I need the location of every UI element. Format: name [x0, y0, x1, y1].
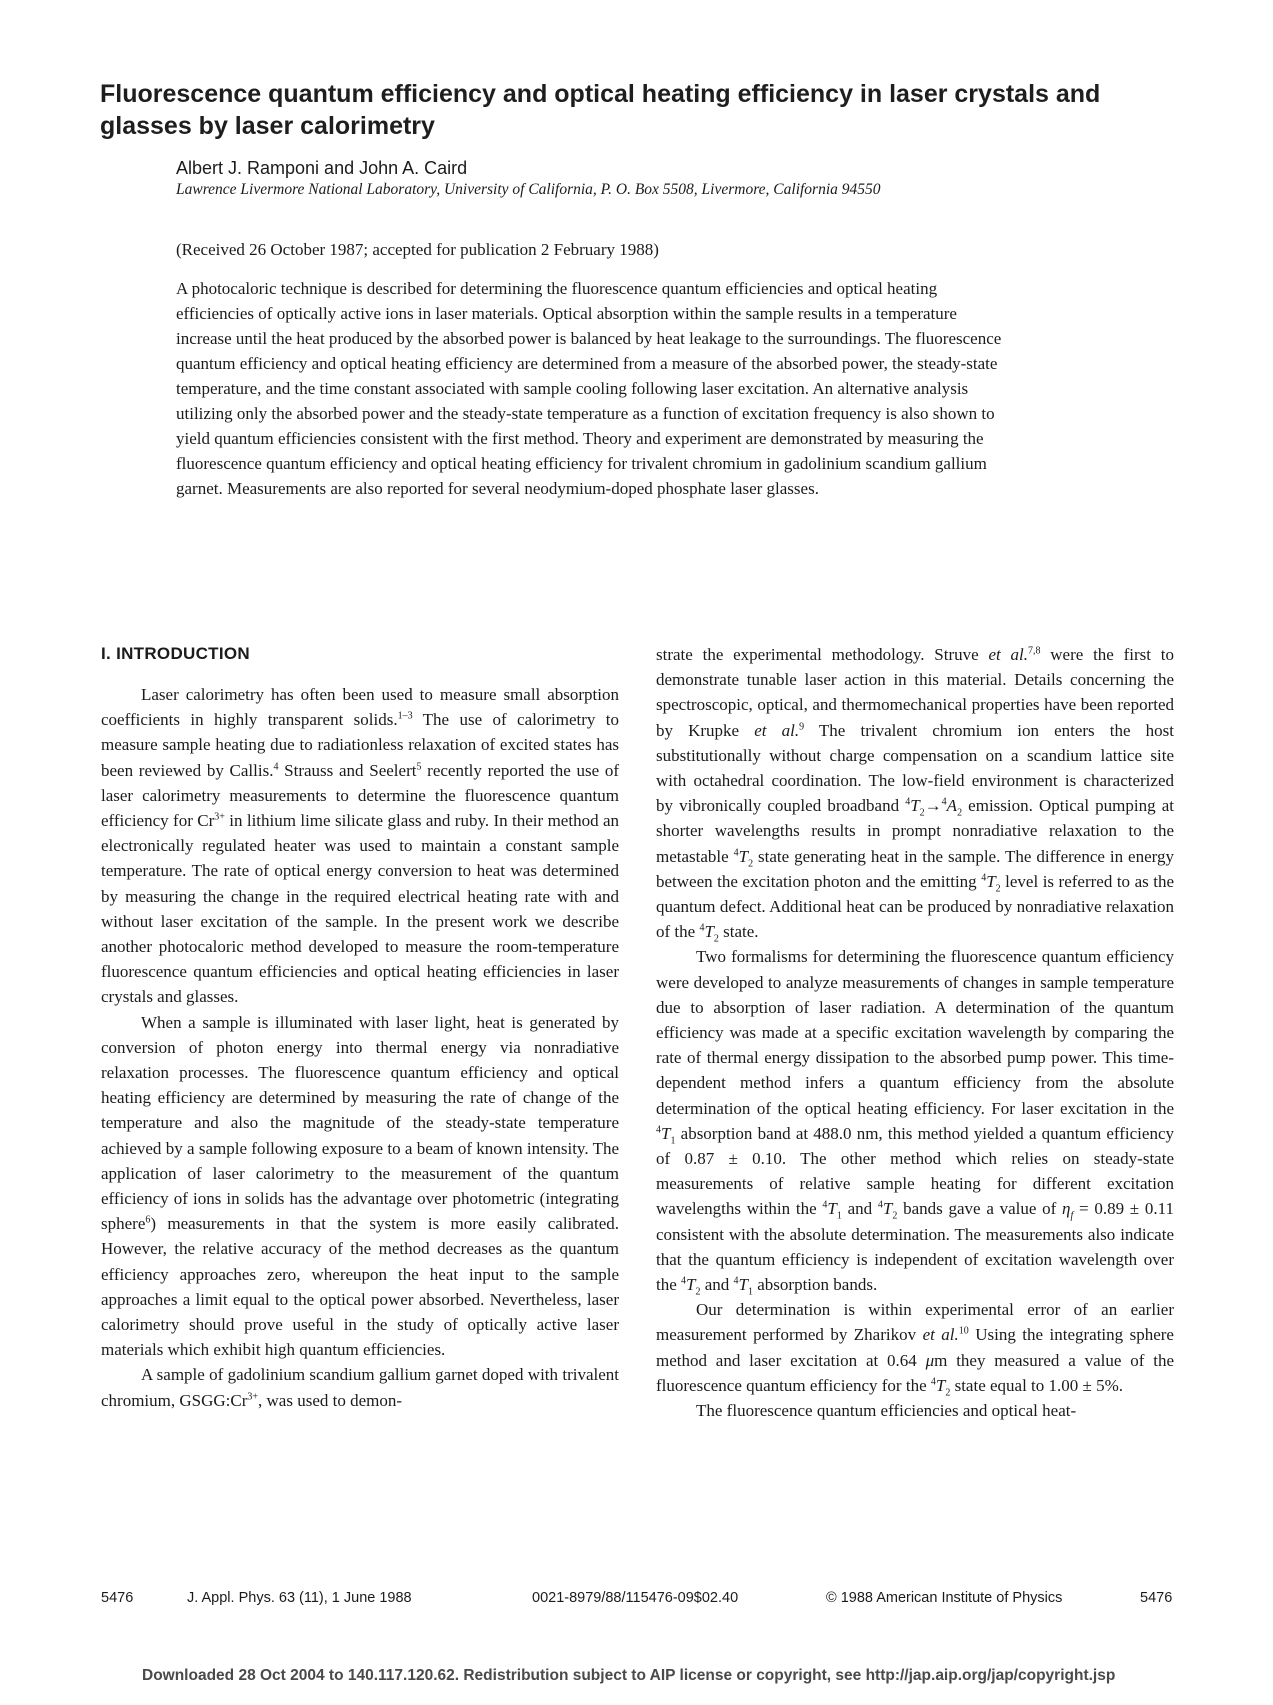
- paragraph: When a sample is illuminated with laser light, heat is generated by conversion of photon energy into thermal energy via nonradiative relaxation processes. The fluorescence quantum efficiency and optical heating efficiency are determined by measuring the rate of change of the temperature and also the magnitude of the steady-state temperature achieved by a sample following exposure to a beam of known intensity. The application of laser calorimetry to the measurement of the quantum efficiency of ions in solids has the advantage over photometric (integrating sphere$^6$) measurements in that the system is more easily calibrated. However, the relative accuracy of the method decreases as the quantum efficiency approaches zero, whereupon the heat input to the sample approaches a limit equal to the optical power absorbed. Nevertheless, laser calorimetry should prove useful in the study of optically active laser materials which exhibit high quantum efficiencies.: [101, 1012, 619, 1360]
- affiliation: Lawrence Livermore National Laboratory, University of California, P. O. Box 5508, Livermore, California 94550: [176, 181, 881, 198]
- download-notice: Downloaded 28 Oct 2004 to 140.117.120.62. Redistribution subject to AIP license or copyright, see http://jap.aip.org/jap/copyright.jsp: [142, 1667, 1116, 1684]
- paragraph: Our determination is within experimental error of an earlier measurement performed by Zharikov et al.$^{10}$ Using the integrating sphere method and laser excitation at 0.64 μm they measured a value of the fluorescence quantum efficiency for the $^4T_2$ state equal to 1.00 ± 5%.: [656, 1300, 1174, 1399]
- body-column-right: [656, 642, 1174, 1423]
- journal-citation: J. Appl. Phys. 63 (11), 1 June 1988: [187, 1590, 412, 1606]
- paragraph: Two formalisms for determining the fluorescence quantum efficiency were developed to analyze measurements of changes in sample temperature due to absorption of laser radiation. A determination of the quantum efficiency was made at a specific excitation wavelength by comparing the rate of thermal energy dissipation to the absorbed pump power. This time-dependent method infers a quantum efficiency from the absolute determination of the optical heating efficiency. For laser excitation in the $^4T_1$ absorption band at 488.0 nm, this method yielded a quantum efficiency of 0.87 ± 0.10. The other method which relies on steady-state measurements of relative sample heating for different excitation wavelengths within the $^4T_1$ and $^4T_2$ bands gave a value of $\eta_f = 0.89 \pm 0.11$ consistent with the absolute determination. The measurements also indicate that the quantum efficiency is independent of excitation wavelength over the $^4T_2$ and $^4T_1$ absorption bands.: [656, 947, 1174, 1298]
- paragraph: The fluorescence quantum efficiencies and optical heat-: [696, 1401, 1077, 1421]
- paragraph: A sample of gadolinium scandium gallium garnet doped with trivalent chromium, $GSGG:Cr^{3+}$, was used to demon-: [101, 1365, 619, 1410]
- received-dates: (Received 26 October 1987; accepted for publication 2 February 1988): [176, 240, 659, 259]
- paragraph: Laser calorimetry has often been used to measure small absorption coefficients in highly transparent solids.$^{1-3}$ The use of calorimetry to measure sample heating due to radiationless relaxation of excited states has been reviewed by Callis.$^4$ Strauss and Seelert$^5$ recently reported the use of laser calorimetry measurements to determine the fluorescence quantum efficiency for $Cr^{3+}$ in lithium lime silicate glass and ruby. In their method an electronically regulated heater was used to maintain a constant sample temperature. The rate of optical energy conversion to heat was determined by measuring the change in the required electrical heating rate with and without laser excitation of the sample. In the present work we describe another photocaloric method developed to measure the room-temperature fluorescence quantum efficiencies and optical heating efficiencies in laser crystals and glasses.: [101, 685, 619, 1007]
- copyright-notice: © 1988 American Institute of Physics: [826, 1590, 1063, 1606]
- body-column-left: [101, 682, 619, 1413]
- authors: Albert J. Ramponi and John A. Caird: [176, 158, 468, 178]
- page-number-left: 5476: [101, 1590, 134, 1606]
- article-code: 0021-8979/88/115476-09$02.40: [532, 1590, 739, 1606]
- page-number-right: 5476: [1140, 1590, 1173, 1606]
- page-footer: [0, 1590, 1273, 1612]
- paragraph: strate the experimental methodology. Struve et al.$^{7,8}$ were the first to demonstrate tunable laser action in this material. Details concerning the spectroscopic, optical, and thermomechanical properties have been reported by Krupke et al.$^9$ The trivalent chromium ion enters the host substitutionally without charge compensation on a scandium lattice site with octahedral coordination. The low-field environment is characterized by vibronically coupled broadband $^4T_2\to^4A_2$ emission. Optical pumping at shorter wavelengths results in prompt nonradiative relaxation to the metastable $^4T_2$ state generating heat in the sample. The difference in energy between the excitation photon and the emitting $^4T_2$ level is referred to as the quantum defect. Additional heat can be produced by nonradiative relaxation of the $^4T_2$ state.: [656, 645, 1175, 945]
- paper-title: Fluorescence quantum efficiency and optical heating efficiency in laser crystals and glasses by laser calorimetry: [100, 80, 1101, 140]
- section-heading: I. INTRODUCTION: [101, 644, 250, 663]
- abstract: A photocaloric technique is described for determining the fluorescence quantum efficiencies and optical heating efficiencies of optically active ions in laser materials. Optical absorption within the sample results in a temperature increase until the heat produced by the absorbed power is balanced by heat leakage to the surroundings. The fluorescence quantum efficiency and optical heating efficiency are determined from a measure of the absorbed power, the steady-state temperature, and the time constant associated with sample cooling following laser excitation. An alternative analysis utilizing only the absorbed power and the steady-state temperature as a function of excitation frequency is also shown to yield quantum efficiencies consistent with the first method. Theory and experiment are demonstrated by measuring the fluorescence quantum efficiency and optical heating efficiency for trivalent chromium in gadolinium scandium gallium garnet. Measurements are also reported for several neodymium-doped phosphate laser glasses.: [176, 279, 1002, 498]
